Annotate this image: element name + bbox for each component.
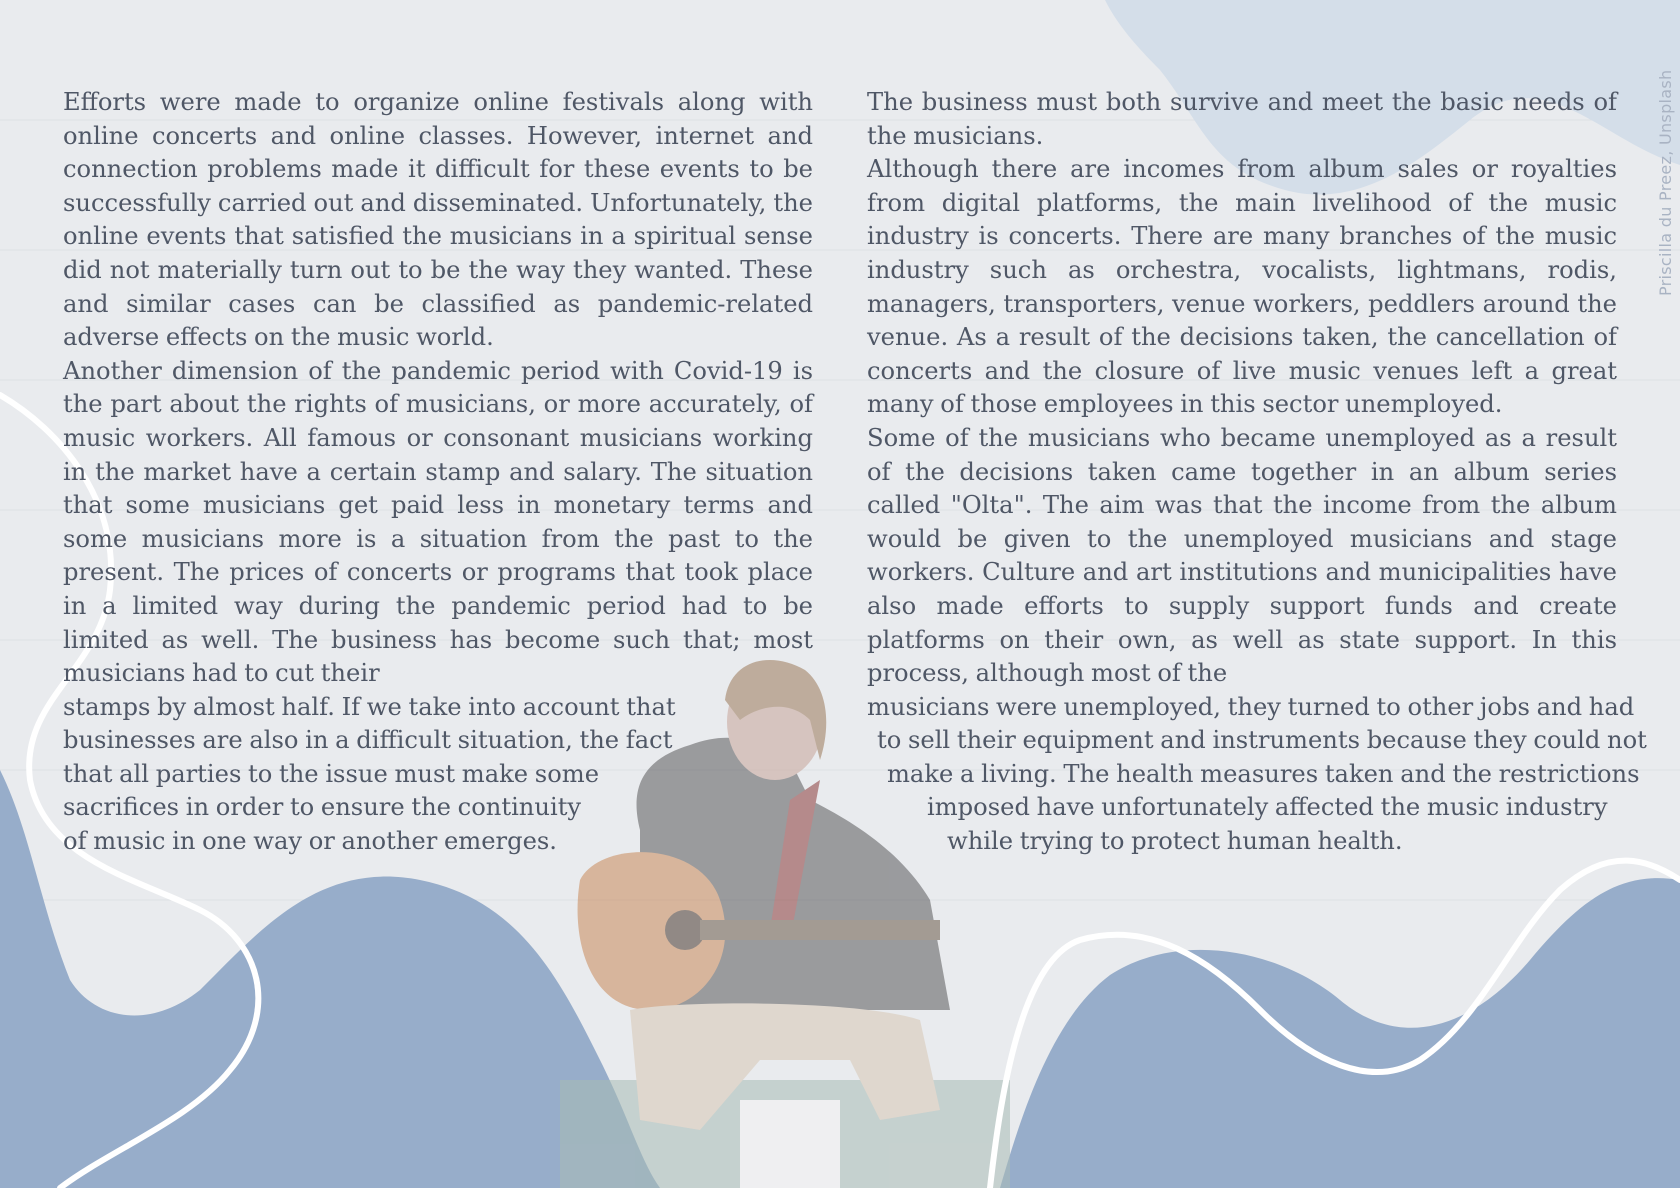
paragraph: Although there are incomes from album sales or royalties from digital platforms, the main livelihood of the music industry is concerts. There are many branches of the music industry such as orchestra, vocalists, lightmans, rodis, managers, transporters, venue workers, peddlers around the venue. As a result of the decisions taken, the cancellation of concerts and the closure of live music venues left a great many of those employees in this sector unemployed. xyxy=(867,155,1617,419)
right-text-column xyxy=(867,86,1647,859)
photo-credit: Priscilla du Preez, Unsplash xyxy=(1656,69,1675,296)
paragraph: Efforts were made to organize online festivals along with online concerts and online classes. However, internet and connection problems made it difficult for these events to be successfully carried out and disseminated. Unfortunately, the online events that satisfied the musicians in a spiritual sense did not materially turn out to be the way they wanted. These and similar cases can be classified as pandemic-related adverse effects on the music world. xyxy=(63,88,813,352)
text-line: businesses are also in a difficult situation, the fact xyxy=(63,726,673,755)
text-line: stamps by almost half. If we take into account that xyxy=(63,692,676,721)
text-line: make a living. The health measures taken and the restrictions xyxy=(887,759,1640,788)
text-line: to sell their equipment and instruments because they could not xyxy=(877,726,1647,755)
text-line: while trying to protect human health. xyxy=(947,827,1403,856)
text-line: that all parties to the issue must make some xyxy=(63,759,600,788)
text-line: musicians were unemployed, they turned to other jobs and had xyxy=(867,692,1635,721)
text-line: imposed have unfortunately affected the music industry xyxy=(927,793,1608,822)
paragraph: Another dimension of the pandemic period with Covid-19 is the part about the rights of musicians, or more accurately, of music workers. All famous or consonant musicians working in the market have a certain stamp and salary. The situation that some musicians get paid less in monetary terms and some musicians more is a situation from the past to the present. The prices of concerts or programs that took place in a limited way during the pandemic period had to be limited as well. The business has become such that; most musicians had to cut their xyxy=(63,356,813,688)
blue-blob-bottom-right xyxy=(1000,878,1680,1188)
text-line: sacrifices in order to ensure the continuity xyxy=(63,793,582,822)
text-line: of music in one way or another emerges. xyxy=(63,827,557,856)
left-text-column xyxy=(63,86,813,859)
paragraph: The business must both survive and meet the basic needs of the musicians. xyxy=(867,88,1617,150)
paragraph: Some of the musicians who became unemployed as a result of the decisions taken came together in an album series called "Olta". The aim was that the income from the album would be given to the unemployed musicians and stage workers. Culture and art institutions and municipalities have also made efforts to supply support funds and create platforms on their own, as well as state support. In this process, although most of the xyxy=(867,423,1617,688)
